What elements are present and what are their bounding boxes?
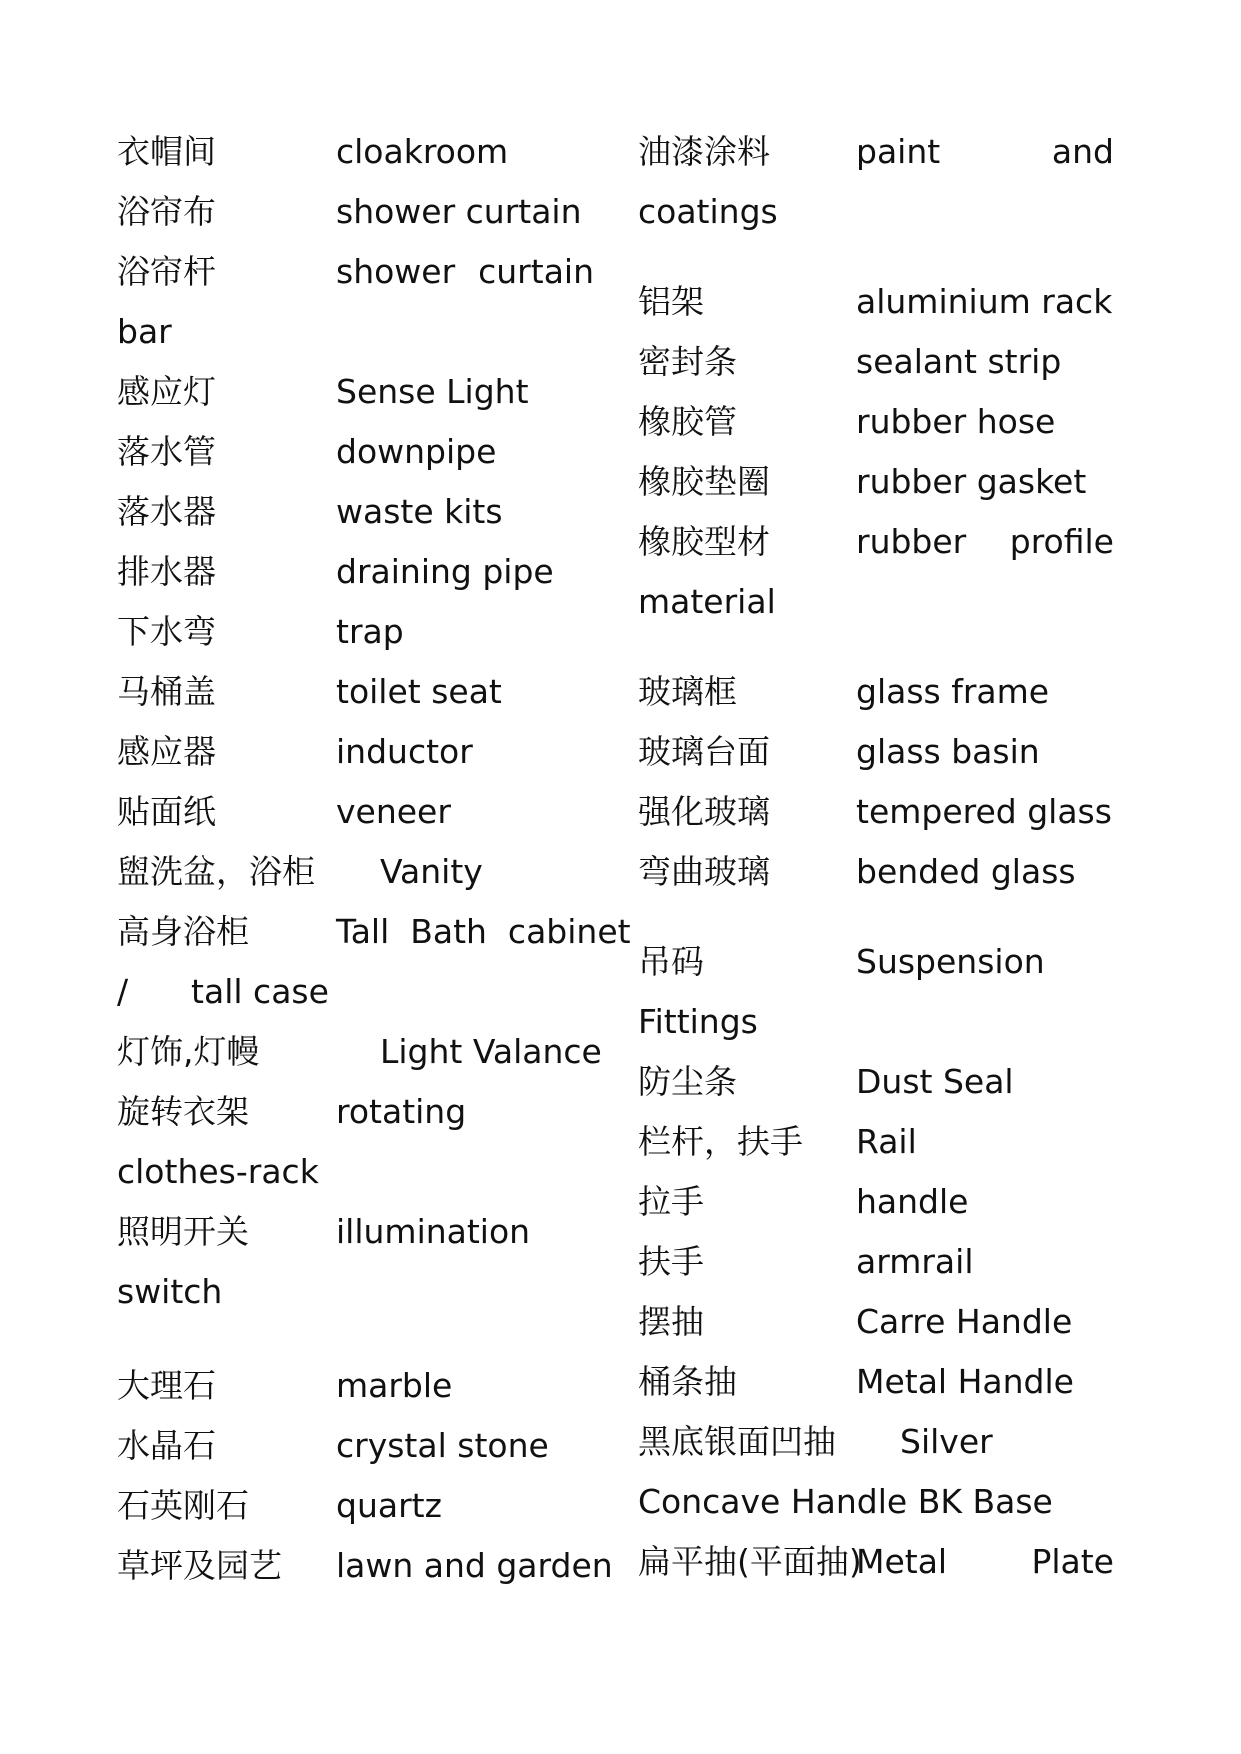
term-en-part: rubber bbox=[856, 522, 967, 561]
term-zh: 玻璃台面 bbox=[638, 732, 770, 771]
term-en: shower curtain bbox=[336, 192, 582, 231]
term-zh: 栏杆，扶手 bbox=[638, 1122, 803, 1161]
term-en bbox=[336, 252, 594, 292]
term-zh: 扁平抽(平面抽) bbox=[638, 1542, 862, 1581]
term-en: Suspension bbox=[856, 942, 1045, 981]
term-zh: 摆抽 bbox=[638, 1302, 704, 1341]
term-en: marble bbox=[336, 1366, 453, 1405]
term-zh: 橡胶垫圈 bbox=[638, 462, 770, 501]
term-en bbox=[856, 1542, 1114, 1582]
term-zh: 感应器 bbox=[117, 732, 216, 771]
term-zh: 橡胶管 bbox=[638, 402, 737, 441]
term-zh: 大理石 bbox=[117, 1366, 216, 1405]
term-en: Vanity bbox=[380, 852, 483, 891]
term-en-part: curtain bbox=[478, 252, 594, 291]
term-en: waste kits bbox=[336, 492, 503, 531]
term-en: sealant strip bbox=[856, 342, 1062, 381]
term-en: Rail bbox=[856, 1122, 917, 1161]
term-en: draining pipe bbox=[336, 552, 554, 591]
term-en: Carre Handle bbox=[856, 1302, 1073, 1341]
term-zh: 水晶石 bbox=[117, 1426, 216, 1465]
term-en-wrap: Concave Handle BK Base bbox=[638, 1482, 1053, 1521]
term-en: armrail bbox=[856, 1242, 974, 1281]
term-zh: 马桶盖 bbox=[117, 672, 216, 711]
term-zh: 衣帽间 bbox=[117, 132, 216, 171]
term-en: toilet seat bbox=[336, 672, 502, 711]
term-zh: 贴面纸 bbox=[117, 792, 216, 831]
term-zh: 浴帘布 bbox=[117, 192, 216, 231]
term-en: Sense Light bbox=[336, 372, 529, 411]
term-zh: 排水器 bbox=[117, 552, 216, 591]
term-en: Light Valance bbox=[380, 1032, 602, 1071]
term-en: Dust Seal bbox=[856, 1062, 1014, 1101]
term-zh: 扶手 bbox=[638, 1242, 704, 1281]
term-zh: 橡胶型材 bbox=[638, 522, 770, 561]
term-zh: 落水器 bbox=[117, 492, 216, 531]
term-zh: 桶条抽 bbox=[638, 1362, 737, 1401]
term-en-wrap: Fittings bbox=[638, 1002, 758, 1041]
term-zh: 黑底银面凹抽 bbox=[638, 1422, 836, 1461]
term-zh: 油漆涂料 bbox=[638, 132, 770, 171]
term-zh: 玻璃框 bbox=[638, 672, 737, 711]
term-zh: 草坪及园艺 bbox=[117, 1546, 282, 1585]
term-en: rubber hose bbox=[856, 402, 1056, 441]
term-en: quartz bbox=[336, 1486, 442, 1525]
term-zh: 下水弯 bbox=[117, 612, 216, 651]
term-zh: 旋转衣架 bbox=[117, 1092, 249, 1131]
term-zh: 高身浴柜 bbox=[117, 912, 249, 951]
term-en: Metal Handle bbox=[856, 1362, 1074, 1401]
term-en-wrap: material bbox=[638, 582, 776, 621]
term-en-wrap: clothes-rack bbox=[117, 1152, 319, 1191]
term-en-wrap: switch bbox=[117, 1272, 223, 1311]
term-en-part: and bbox=[1051, 132, 1114, 171]
term-zh: 强化玻璃 bbox=[638, 792, 770, 831]
term-en: illumination bbox=[336, 1212, 531, 1251]
term-en: cloakroom bbox=[336, 132, 509, 171]
term-zh: 照明开关 bbox=[117, 1212, 249, 1251]
term-en: tempered glass bbox=[856, 792, 1112, 831]
term-en: Silver bbox=[900, 1422, 993, 1461]
term-zh: 感应灯 bbox=[117, 372, 216, 411]
term-en: downpipe bbox=[336, 432, 497, 471]
term-en: lawn and garden bbox=[336, 1546, 613, 1585]
term-en: rubber gasket bbox=[856, 462, 1087, 501]
term-en-wrap: coatings bbox=[638, 192, 778, 231]
term-en: Tall Bath cabinet bbox=[336, 912, 631, 951]
term-en: handle bbox=[856, 1182, 969, 1221]
term-en: bended glass bbox=[856, 852, 1076, 891]
term-en-part: Metal bbox=[856, 1542, 948, 1581]
term-zh: 盥洗盆，浴柜 bbox=[117, 852, 315, 891]
term-en: rotating bbox=[336, 1092, 467, 1131]
term-en bbox=[856, 522, 1114, 562]
term-en: trap bbox=[336, 612, 404, 651]
term-en: crystal stone bbox=[336, 1426, 549, 1465]
term-en-part: Plate bbox=[1031, 1542, 1114, 1581]
term-zh: 铝架 bbox=[638, 282, 704, 321]
term-en bbox=[856, 132, 1114, 172]
term-en: glass basin bbox=[856, 732, 1040, 771]
term-en: veneer bbox=[336, 792, 451, 831]
term-zh: 吊码 bbox=[638, 942, 704, 981]
term-en-part: profile bbox=[1009, 522, 1114, 561]
term-zh: 石英刚石 bbox=[117, 1486, 249, 1525]
term-zh: 防尘条 bbox=[638, 1062, 737, 1101]
term-zh: 落水管 bbox=[117, 432, 216, 471]
term-zh: 浴帘杆 bbox=[117, 252, 216, 291]
term-en: inductor bbox=[336, 732, 473, 771]
term-zh: 灯饰,灯幔 bbox=[117, 1032, 260, 1071]
term-zh: 弯曲玻璃 bbox=[638, 852, 770, 891]
term-en-part: paint bbox=[856, 132, 941, 171]
term-en: aluminium rack bbox=[856, 282, 1113, 321]
term-en-wrap: / tall case bbox=[117, 972, 329, 1011]
term-zh: 拉手 bbox=[638, 1182, 704, 1221]
term-en-wrap: bar bbox=[117, 312, 172, 351]
term-en: glass frame bbox=[856, 672, 1050, 711]
term-zh: 密封条 bbox=[638, 342, 737, 381]
term-en-part: shower bbox=[336, 252, 456, 291]
